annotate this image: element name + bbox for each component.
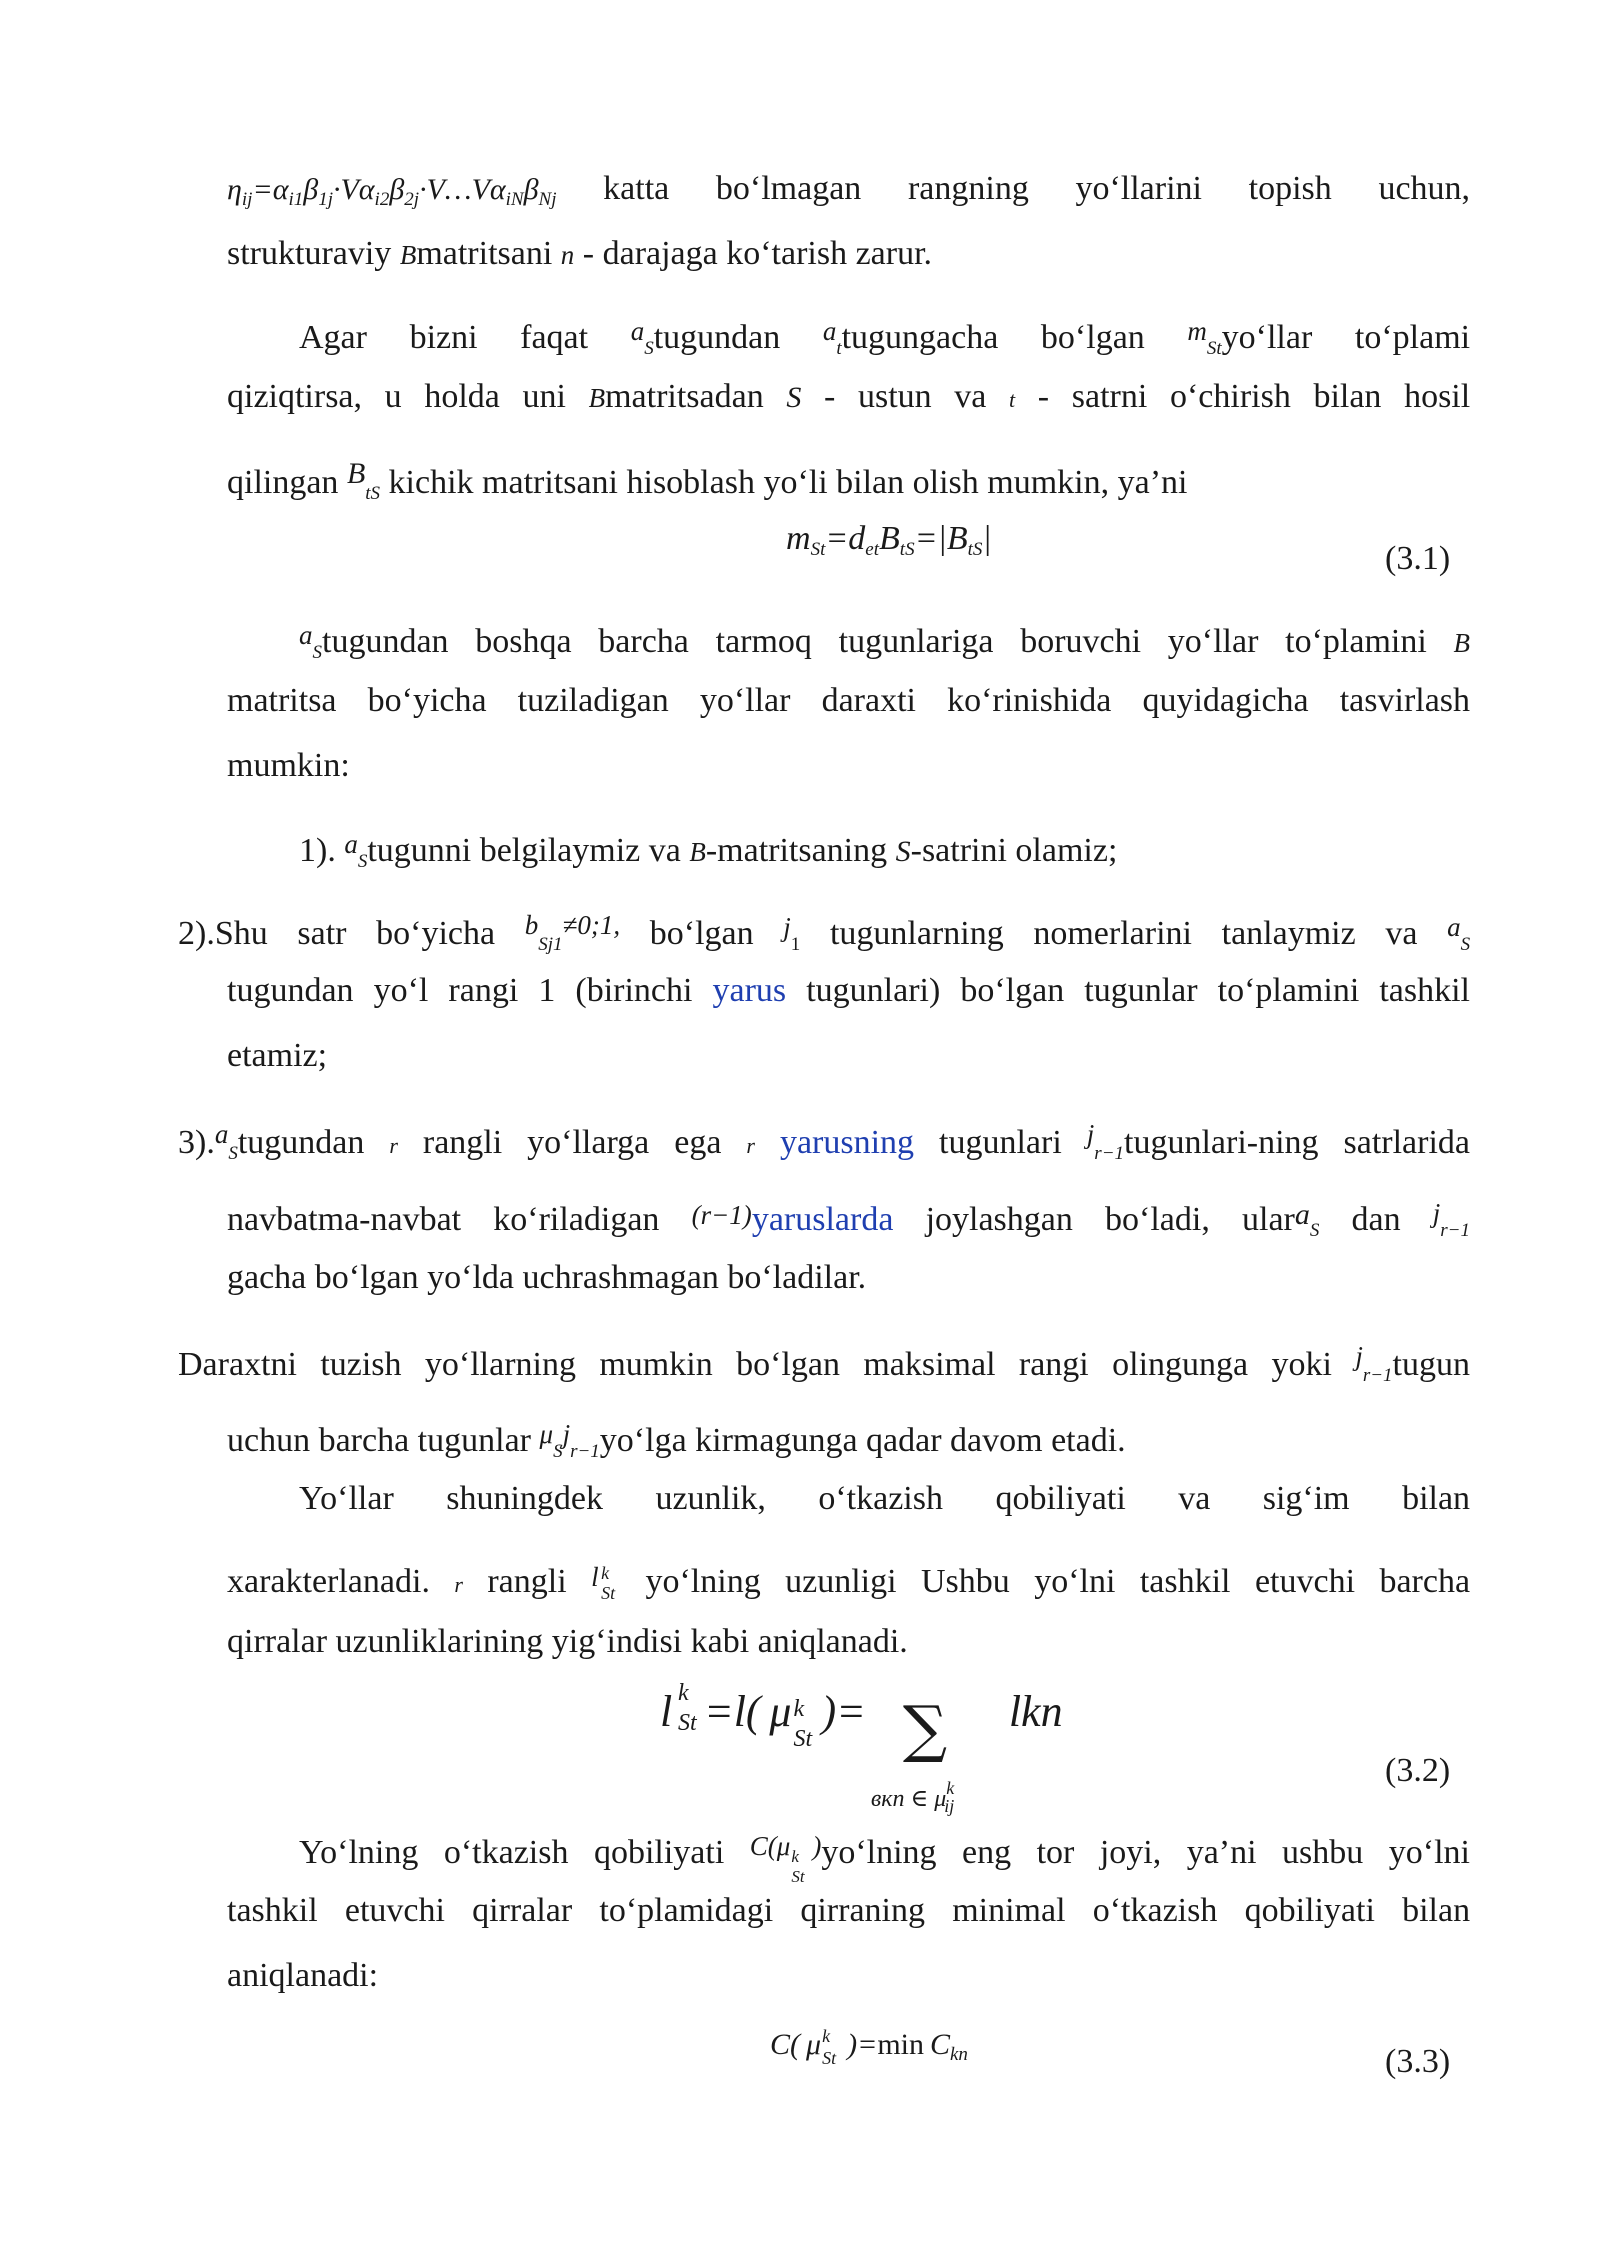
list-item-2: [178, 903, 1470, 967]
paragraph-line: [227, 167, 1470, 222]
highlighted-term: yaruslarda: [751, 1201, 894, 1238]
word: va: [1178, 1480, 1211, 1517]
word: sig‘im: [1262, 1480, 1350, 1517]
word: yo‘llar: [699, 682, 791, 719]
math-a-t: $^a_t$: [822, 316, 842, 359]
word: yo‘llar: [1221, 319, 1313, 356]
word: bilan: [1402, 1480, 1471, 1517]
text: Yo‘lning o‘tkazish qobiliyati: [299, 1834, 750, 1871]
text: tugun: [1392, 1346, 1470, 1383]
math-j-r-1: $^j_{r-1}$: [1086, 1119, 1125, 1164]
paragraph-line: [227, 375, 1470, 422]
paragraph-line: [227, 232, 1470, 277]
math-a-s: $^a_S$: [299, 620, 322, 663]
word: u: [384, 378, 402, 415]
text: 1).: [299, 832, 345, 869]
text: - darajaga ko‘tarish zarur.: [574, 235, 933, 272]
highlighted-term: yarusning: [754, 1124, 915, 1161]
word: 2).Shu: [178, 915, 268, 952]
paragraph-line: qirralar uzunliklarining yig‘indisi kabi aniqlanadi.: [227, 1623, 908, 1660]
word: tugundan: [653, 319, 781, 356]
word: bo‘lgan: [649, 915, 754, 952]
equation-3-2: l k St =l( μ k St )= ∑ вкn ∈ $\mu^k_{ij}$ lkn: [660, 1680, 1063, 1816]
word: yo‘lning: [645, 1563, 761, 1600]
word: barcha: [1379, 1563, 1471, 1600]
word: tasvirlash: [1339, 682, 1471, 719]
word: ko‘rinishida: [947, 682, 1112, 719]
word: hosil: [1404, 378, 1471, 415]
math-symbol: n: [560, 240, 575, 270]
math-symbol-r: r: [454, 1572, 463, 1597]
word: ustun: [857, 378, 932, 415]
word: -: [1037, 378, 1050, 415]
math-a-s: $^a_S$: [1447, 912, 1471, 955]
word: yo‘lni: [1034, 1563, 1116, 1600]
math-j-r-1: $^j_{r-1}$: [1355, 1341, 1393, 1386]
text: xarakterlanadi.: [227, 1563, 455, 1600]
math-a-s: $^a_S$: [344, 829, 368, 872]
math-j1: $^j_1$: [783, 912, 801, 955]
math-m-st: $^m_{St}$: [1187, 316, 1222, 359]
text: rangli: [462, 1563, 592, 1600]
paragraph-line: [227, 969, 1470, 1013]
word: va: [1385, 915, 1418, 952]
word: -: [824, 378, 836, 415]
math-l-k-st: l k St: [591, 1562, 616, 1603]
word: uzunlik,: [655, 1480, 766, 1517]
text: dan: [1319, 1201, 1433, 1238]
text: tugunlari: [914, 1124, 1087, 1161]
text: -matritsaning: [705, 832, 896, 869]
word: qobiliyati: [995, 1480, 1126, 1517]
word: bilan: [1313, 378, 1382, 415]
math-symbol: B: [399, 240, 417, 270]
word: satr: [297, 915, 347, 952]
math-symbol-b: B: [1453, 628, 1471, 658]
word: o‘tkazish: [818, 1480, 943, 1517]
word: etuvchi: [1254, 1563, 1356, 1600]
word: qirraning: [800, 1892, 925, 1929]
word: tashkil: [227, 1892, 318, 1929]
math-eta-expression: $\eta_{ij}=\alpha_{i1}\beta_{1j}\cdot V\alpha_{i2}\beta_{2j}\cdot V\dots V\alpha_{iN}\beta_{Nj}$: [227, 173, 557, 210]
word: tanlaymiz: [1221, 915, 1356, 952]
word: quyidagicha: [1142, 682, 1309, 719]
math-symbol-r: r: [389, 1133, 398, 1158]
math-mu-s-j: $^\mu_S^j_{r-1}$: [539, 1419, 600, 1462]
word: tuziladigan: [517, 682, 669, 719]
word: matritsa: [227, 682, 337, 719]
word: tugungacha: [841, 319, 999, 356]
paragraph-line: [227, 1412, 1470, 1474]
equation-3-3: C( μ k St )=min $C_{kn}$: [770, 2026, 968, 2068]
word: satrni: [1071, 378, 1148, 415]
math-symbol-s: S: [786, 381, 802, 414]
text: 3).: [178, 1124, 215, 1161]
word: bo‘lmagan: [715, 170, 862, 207]
math-j-r-1: $^j_{r-1}$: [1432, 1198, 1470, 1241]
paragraph-line: [299, 309, 1470, 371]
word: uni: [522, 378, 566, 415]
word: nomerlarini: [1033, 915, 1192, 952]
math-a-s: $^a_S$: [214, 1119, 238, 1164]
text: tugundan boshqa barcha tarmoq tugunlariga boruvchi yo‘llar to‘plamini: [322, 623, 1427, 660]
text: strukturaviy: [227, 235, 400, 272]
word: to‘plami: [1354, 319, 1471, 356]
word: o‘chirish: [1169, 378, 1291, 415]
text: uchun barcha tugunlar: [227, 1422, 540, 1459]
paragraph-line: [227, 679, 1470, 723]
text: navbatma-navbat ko‘riladigan: [227, 1201, 692, 1238]
list-item-1: [299, 822, 1542, 884]
list-item-3: [178, 1112, 1470, 1176]
paragraph-line: [227, 1191, 1470, 1253]
word: minimal: [952, 1892, 1066, 1929]
math-a-s: $^a_S$: [630, 316, 654, 359]
text: matritsani: [416, 235, 561, 272]
word: qiziqtirsa,: [227, 378, 363, 415]
word: matritsadan: [605, 378, 764, 415]
word: bo‘lgan: [1040, 319, 1145, 356]
paragraph-line: [299, 1477, 1470, 1521]
word: va: [954, 378, 987, 415]
equation-number: (3.3): [1385, 2043, 1451, 2080]
text: tugunlari-ning satrlarida: [1124, 1124, 1471, 1161]
text: tugundan: [237, 1124, 390, 1161]
word: tugunlarning: [829, 915, 1004, 952]
equation-3-1: $m_{St}=d_{et}B_{tS}=|B_{tS}|$: [786, 520, 992, 560]
word: etuvchi: [344, 1892, 445, 1929]
word: to‘plamidagi: [599, 1892, 774, 1929]
math-c-mu-k-st: $^{C(\mu}$ k St ): [749, 1831, 822, 1886]
equation-number: (3.2): [1385, 1752, 1451, 1789]
paragraph-line: [227, 1889, 1470, 1933]
highlighted-term: yarus: [712, 972, 787, 1009]
text: qilingan: [227, 464, 347, 501]
word: holda: [424, 378, 500, 415]
math-symbol-b: B: [588, 383, 606, 413]
paragraph-line: aniqlanadi:: [227, 1957, 379, 1994]
word: bo‘yicha: [376, 915, 496, 952]
paragraph-line: [178, 1334, 1470, 1398]
word: Agar: [299, 319, 367, 356]
text: -satrini olamiz;: [910, 832, 1118, 869]
sum-symbol: ∑: [902, 1692, 948, 1765]
math-a-s: $a_S$: [1294, 1198, 1320, 1241]
paragraph-line: [299, 1824, 1470, 1886]
word: uzunligi: [785, 1563, 897, 1600]
paragraph-line: etamiz;: [227, 1037, 328, 1074]
text: Daraxtni tuzish yo‘llarning mumkin bo‘lgan maksimal rangi olingunga yoki: [178, 1346, 1356, 1383]
math-b-sj1: $^b_{Sj1}^{\ne 0;1,}$: [524, 910, 621, 955]
math-symbol-r: r: [746, 1133, 755, 1158]
word: faqat: [520, 319, 589, 356]
word: yo‘llarini: [1075, 170, 1202, 207]
word: tashkil: [1139, 1563, 1231, 1600]
paragraph-line: [227, 1555, 1470, 1607]
word: uchun,: [1378, 170, 1471, 207]
text: kichik matritsani hisoblash yo‘li bilan olish mumkin, ya’ni: [380, 464, 1188, 501]
math-symbol-b: B: [689, 837, 706, 867]
word: Yo‘llar: [299, 1480, 394, 1517]
text: yo‘lga kirmagunga qadar davom etadi.: [599, 1422, 1126, 1459]
word: shuningdek: [446, 1480, 603, 1517]
word: topish: [1248, 170, 1332, 207]
text: tugunni belgilaymiz va: [367, 832, 690, 869]
word: bo‘yicha: [367, 682, 487, 719]
equation-number: (3.1): [1385, 540, 1451, 577]
text: rangli yo‘llarga ega: [397, 1124, 747, 1161]
paragraph-line: gacha bo‘lgan yo‘lda uchrashmagan bo‘ladilar.: [227, 1259, 867, 1296]
text: tugundan yo‘l rangi 1 (birinchi: [227, 972, 713, 1009]
text: tugunlari) bo‘lgan tugunlar to‘plamini tashkil: [786, 972, 1470, 1009]
math-symbol-s: S: [895, 835, 911, 868]
math-b-ts: $B_{tS}$: [346, 457, 381, 504]
word: katta: [603, 170, 670, 207]
text: joylashgan bo‘ladi, ular: [893, 1201, 1295, 1238]
word: daraxti: [821, 682, 916, 719]
word: o‘tkazish: [1092, 1892, 1218, 1929]
text: yo‘lning eng tor joyi, ya’ni ushbu yo‘lni: [821, 1834, 1470, 1871]
word: Ushbu: [920, 1563, 1010, 1600]
paragraph-line: [299, 613, 1470, 675]
word: bilan: [1402, 1892, 1471, 1929]
paragraph-line: mumkin:: [227, 747, 350, 784]
math-r-minus-1: (r−1): [691, 1200, 752, 1230]
paragraph-line: [227, 452, 1470, 516]
sum-index: вкn ∈ $\mu^k_{ij}$: [870, 1778, 955, 1816]
word: qobiliyati: [1244, 1892, 1375, 1929]
math-symbol-t: t: [1009, 387, 1016, 412]
word: bizni: [409, 319, 478, 356]
word: rangning: [907, 170, 1029, 207]
word: qirralar: [472, 1892, 573, 1929]
